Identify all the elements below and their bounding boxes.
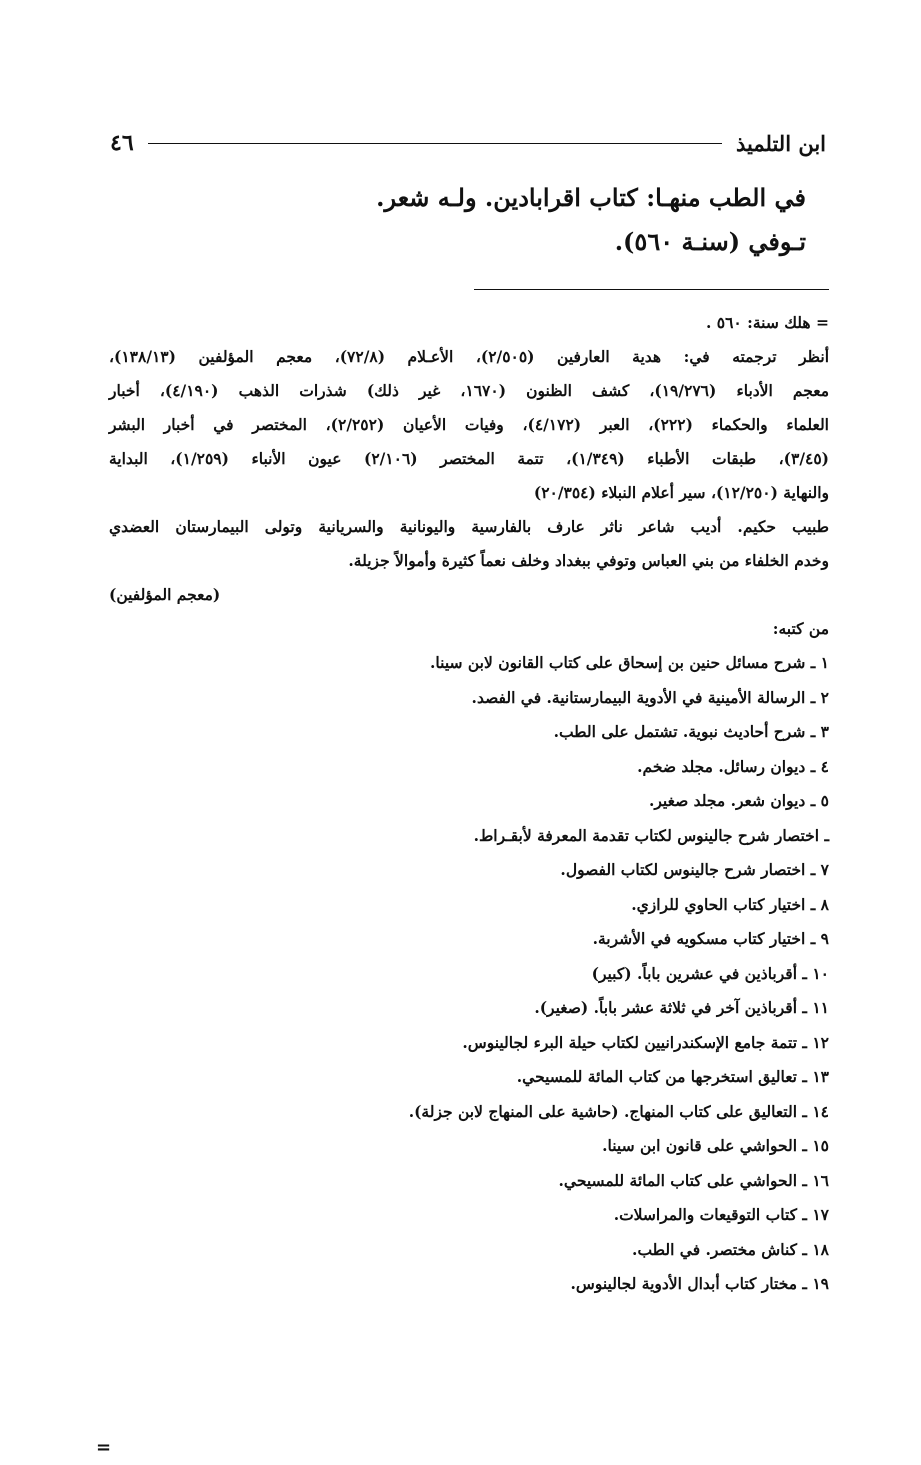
reference-line: والنهاية (١٢/٢٥٠)، سير أعلام النبلاء (٢٠/٣٥٤) — [533, 483, 829, 502]
continuation-mark: = — [96, 1437, 112, 1458]
list-item: ١٥ ـ الحواشي على قانون ابن سينا. — [602, 1136, 829, 1155]
death-line: = هلك سنة: ٥٦٠ . — [705, 313, 829, 332]
list-item: ٣ ـ شرح أحاديث نبوية. تشتمل على الطب. — [553, 722, 829, 741]
header-rule — [148, 143, 722, 144]
main-text-line: تـوفي (سنـة ٥٦٠). — [614, 227, 806, 256]
running-header — [110, 126, 826, 160]
header-title: ابن التلميذ — [736, 130, 826, 156]
reference-line: معجم الأدباء (١٩/٢٧٦)، كشف الظنون (١٦٧٠، غير ذلك) شذرات الذهب (٤/١٩٠)، أخبار — [109, 381, 830, 400]
list-item: ٥ ـ ديوان شعر. مجلد صغير. — [648, 791, 829, 810]
reference-line: (٣/٤٥)، طبقات الأطباء (١/٣٤٩)، تتمة المختصر (٢/١٠٦) عيون الأنباء (١/٢٥٩)، البداية — [109, 449, 829, 468]
list-item: ـ اختصار شرح جالينوس لكتاب تقدمة المعرفة لأبقـراط. — [473, 825, 829, 845]
list-item: ٧ ـ اختصار شرح جالينوس لكتاب الفصول. — [560, 860, 829, 879]
list-item: ١٧ ـ كتاب التوقيعات والمراسلات. — [613, 1205, 829, 1224]
list-item: ١٤ ـ التعاليق على كتاب المنهاج. (حاشية على المنهاج لابن جزلة). — [408, 1101, 829, 1121]
list-item: ١٢ ـ تتمة جامع الإسكندرانيين لكتاب حيلة البرء لجالينوس. — [462, 1032, 829, 1052]
list-item: ١٩ ـ مختار كتاب أبدال الأدوية لجالينوس. — [570, 1274, 829, 1293]
list-item: ٩ ـ اختيار كتاب مسكويه في الأشربة. — [592, 929, 829, 948]
list-item: ٨ ـ اختيار كتاب الحاوي للرازي. — [631, 894, 829, 914]
works-heading: من كتبه: — [772, 619, 829, 638]
list-item: ١١ ـ أقرباذين آخر في ثلاثة عشر باباً. (صغير). — [534, 998, 829, 1017]
main-text-line: في الطب منهـا: كتاب اقرابادين. ولـه شعر. — [376, 183, 806, 212]
bio-line: وخدم الخلفاء من بني العباس وتوفي ببغداد وخلف نعماً كثيرة وأموالاً جزيلة. — [348, 551, 829, 570]
works-list — [109, 646, 829, 1302]
list-item: ٤ ـ ديوان رسائل. مجلد ضخم. — [637, 756, 829, 776]
reference-line: العلماء والحكماء (٢٢٢)، العبر (٤/١٧٢)، وفيات الأعيان (٢/٢٥٢)، المختصر في أخبار البشر — [109, 415, 829, 434]
list-item: ٢ ـ الرسالة الأمينية في الأدوية البيمارستانية. في الفصد. — [471, 687, 829, 707]
bio-source: (معجم المؤلفين) — [109, 585, 221, 604]
footnote-separator — [474, 289, 829, 290]
list-item: ١٦ ـ الحواشي على كتاب المائة للمسيحي. — [558, 1170, 829, 1190]
reference-line: أنظر ترجمته في: هدية العارفين (٢/٥٠٥)، الأعـلام (٧٢/٨)، معجم المؤلفين (١٣٨/١٣)، — [109, 347, 830, 366]
list-item: ١ ـ شرح مسائل حنين بن إسحاق على كتاب القانون لابن سينا. — [430, 653, 829, 672]
main-text — [206, 176, 806, 264]
page-number: ٤٦ — [110, 130, 134, 156]
list-item: ١٨ ـ كناش مختصر. في الطب. — [632, 1239, 829, 1259]
bio-line: طبيب حكيم. أديب شاعر ناثر عارف بالفارسية واليونانية والسريانية وتولى البيمارستان العضدي — [109, 517, 829, 536]
list-item: ١٠ ـ أقرباذين في عشرين باباً. (كبير) — [591, 963, 829, 983]
list-item: ١٣ ـ تعاليق استخرجها من كتاب المائة للمسيحي. — [516, 1067, 829, 1086]
footnote — [109, 306, 829, 1302]
